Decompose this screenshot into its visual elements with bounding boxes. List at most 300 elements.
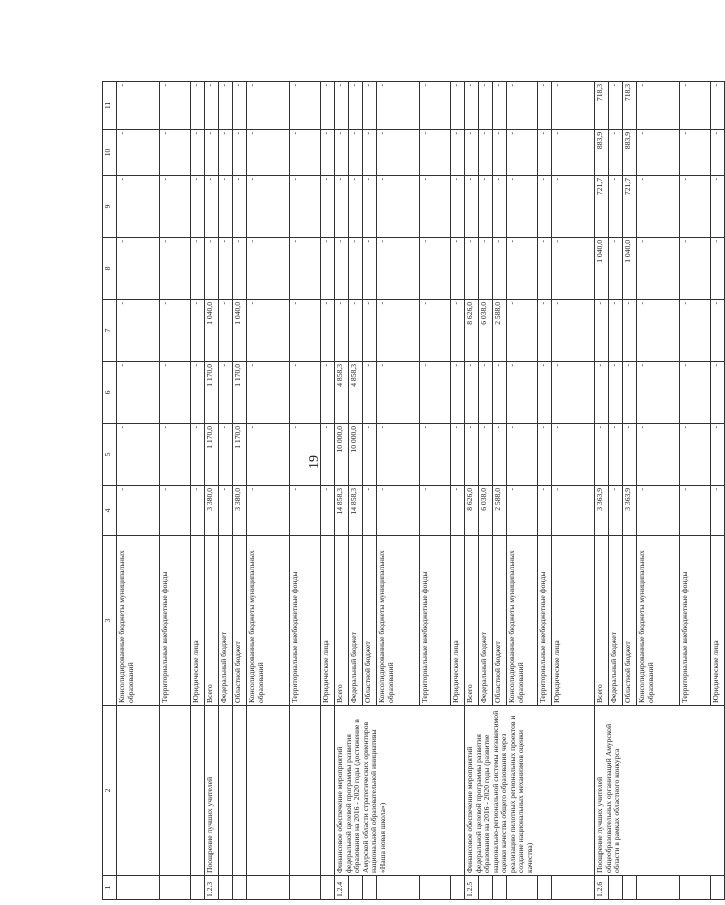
amount-cell: - [538, 130, 552, 176]
amount-cell: 2 588,0 [493, 486, 507, 536]
measure-name-cell [160, 706, 191, 876]
amount-cell: - [637, 238, 680, 300]
amount-cell: - [595, 424, 609, 486]
amount-cell: - [191, 176, 205, 238]
amount-cell: - [247, 300, 290, 362]
amount-cell: - [538, 424, 552, 486]
measure-name-cell: Поощрение лучших учителей [205, 706, 219, 876]
amount-cell: - [377, 300, 420, 362]
row-number-cell [493, 876, 507, 900]
amount-cell: - [363, 486, 377, 536]
amount-cell: - [349, 238, 363, 300]
amount-cell: - [321, 424, 335, 486]
amount-cell: 8 626,0 [465, 486, 479, 536]
header-cell: 6 [103, 362, 117, 424]
funding-source-cell: Областной бюджет [363, 536, 377, 706]
measure-name-cell [321, 706, 335, 876]
amount-cell: - [377, 424, 420, 486]
table-row [117, 82, 160, 900]
funding-source-cell: Федеральный бюджет [479, 536, 493, 706]
amount-cell: - [465, 130, 479, 176]
amount-cell: - [205, 176, 219, 238]
amount-cell: - [335, 130, 349, 176]
table-row [233, 82, 247, 900]
amount-cell: - [507, 300, 538, 362]
row-number-cell [191, 876, 205, 900]
amount-cell: - [552, 362, 595, 424]
amount-cell: - [507, 424, 538, 486]
measure-name-cell [233, 706, 247, 876]
amount-cell: - [609, 424, 623, 486]
amount-cell: - [219, 176, 233, 238]
header-cell: 11 [103, 82, 117, 130]
funding-source-cell: Консолидированные бюджеты муниципальных образований [247, 536, 290, 706]
amount-cell: - [321, 300, 335, 362]
amount-cell: - [321, 238, 335, 300]
amount-cell: - [160, 300, 191, 362]
header-cell: 7 [103, 300, 117, 362]
amount-cell: 1 040,0 [205, 300, 219, 362]
amount-cell: - [552, 82, 595, 130]
amount-cell: - [711, 486, 725, 536]
amount-cell: - [637, 176, 680, 238]
amount-cell: - [191, 424, 205, 486]
amount-cell: - [623, 424, 637, 486]
amount-cell: - [377, 486, 420, 536]
amount-cell: - [290, 300, 321, 362]
amount-cell: 10 000,0 [335, 424, 349, 486]
funding-source-cell: Территориальные внебюджетные фонды [420, 536, 451, 706]
amount-cell: - [247, 176, 290, 238]
amount-cell: - [493, 176, 507, 238]
funding-source-cell: Областной бюджет [493, 536, 507, 706]
amount-cell: - [465, 238, 479, 300]
amount-cell: - [451, 176, 465, 238]
amount-cell: 1 170,0 [205, 362, 219, 424]
funding-source-cell: Областной бюджет [623, 536, 637, 706]
amount-cell: - [191, 300, 205, 362]
amount-cell: - [377, 82, 420, 130]
amount-cell: - [451, 238, 465, 300]
amount-cell: - [219, 424, 233, 486]
funding-source-cell: Консолидированные бюджеты муниципальных образований [637, 536, 680, 706]
amount-cell: 6 038,0 [479, 300, 493, 362]
amount-cell: - [363, 300, 377, 362]
amount-cell: - [363, 176, 377, 238]
amount-cell: - [349, 300, 363, 362]
table-row [191, 82, 205, 900]
amount-cell: - [637, 362, 680, 424]
amount-cell: - [609, 486, 623, 536]
amount-cell: - [117, 176, 160, 238]
amount-cell: - [711, 82, 725, 130]
amount-cell: - [191, 82, 205, 130]
row-number-cell [363, 876, 377, 900]
amount-cell: - [552, 300, 595, 362]
row-number-cell [233, 876, 247, 900]
amount-cell: - [507, 362, 538, 424]
row-number-cell [552, 876, 595, 900]
amount-cell: - [637, 82, 680, 130]
header-cell: 2 [103, 706, 117, 876]
funding-source-cell: Всего [595, 536, 609, 706]
amount-cell: - [680, 238, 711, 300]
amount-cell: - [205, 130, 219, 176]
amount-cell: - [349, 176, 363, 238]
amount-cell: - [290, 424, 321, 486]
amount-cell: - [680, 486, 711, 536]
header-cell: 4 [103, 486, 117, 536]
amount-cell: - [609, 130, 623, 176]
table-row [335, 82, 349, 900]
amount-cell: - [160, 486, 191, 536]
row-number-cell [609, 876, 623, 900]
amount-cell: - [335, 176, 349, 238]
amount-cell: - [247, 362, 290, 424]
amount-cell: - [595, 300, 609, 362]
amount-cell: - [493, 130, 507, 176]
funding-source-cell: Территориальные внебюджетные фонды [680, 536, 711, 706]
amount-cell: - [451, 424, 465, 486]
row-number-cell [507, 876, 538, 900]
amount-cell: 3 380,0 [233, 486, 247, 536]
amount-cell: - [363, 82, 377, 130]
amount-cell: - [680, 176, 711, 238]
amount-cell: - [465, 176, 479, 238]
amount-cell: - [160, 362, 191, 424]
amount-cell: - [117, 424, 160, 486]
table-row [219, 82, 233, 900]
amount-cell: - [233, 130, 247, 176]
amount-cell: - [623, 362, 637, 424]
amount-cell: - [637, 130, 680, 176]
amount-cell: - [160, 176, 191, 238]
amount-cell: - [377, 238, 420, 300]
amount-cell: - [420, 82, 451, 130]
row-number-cell: 1.2.5 [465, 876, 479, 900]
amount-cell: - [609, 300, 623, 362]
measure-name-cell [247, 706, 290, 876]
amount-cell: - [538, 362, 552, 424]
amount-cell: - [680, 362, 711, 424]
amount-cell: - [117, 130, 160, 176]
amount-cell: - [538, 300, 552, 362]
header-cell: 8 [103, 238, 117, 300]
amount-cell: 14 858,3 [335, 486, 349, 536]
funding-source-cell: Федеральный бюджет [609, 536, 623, 706]
amount-cell: 6 038,0 [479, 486, 493, 536]
amount-cell: - [335, 82, 349, 130]
row-number-cell [377, 876, 420, 900]
measure-name-cell [117, 706, 160, 876]
row-number-cell [623, 876, 637, 900]
amount-cell: - [420, 362, 451, 424]
amount-cell: - [507, 486, 538, 536]
table-row [160, 82, 191, 900]
amount-cell: 1 170,0 [205, 424, 219, 486]
amount-cell: 3 380,0 [205, 486, 219, 536]
amount-cell: - [219, 300, 233, 362]
amount-cell: - [191, 486, 205, 536]
funding-source-cell: Юридические лица [711, 536, 725, 706]
amount-cell: - [290, 176, 321, 238]
amount-cell: - [363, 424, 377, 486]
amount-cell: - [219, 362, 233, 424]
amount-cell: - [377, 362, 420, 424]
row-number-cell [637, 876, 680, 900]
amount-cell: 1 040,0 [595, 238, 609, 300]
funding-source-cell: Консолидированные бюджеты муниципальных образований [377, 536, 420, 706]
amount-cell: - [290, 82, 321, 130]
amount-cell: - [637, 300, 680, 362]
amount-cell: - [233, 176, 247, 238]
amount-cell: - [420, 424, 451, 486]
amount-cell: - [507, 82, 538, 130]
row-number-cell [290, 876, 321, 900]
amount-cell: - [349, 82, 363, 130]
measure-name-cell [219, 706, 233, 876]
header-cell: 3 [103, 536, 117, 706]
amount-cell: - [219, 486, 233, 536]
row-number-cell: 1.2.4 [335, 876, 349, 900]
amount-cell: - [493, 82, 507, 130]
amount-cell: - [377, 130, 420, 176]
measure-name-cell [290, 706, 321, 876]
amount-cell: 2 588,0 [493, 300, 507, 362]
funding-source-cell: Юридические лица [321, 536, 335, 706]
amount-cell: - [711, 130, 725, 176]
funding-source-cell: Юридические лица [191, 536, 205, 706]
amount-cell: - [117, 362, 160, 424]
amount-cell: - [219, 238, 233, 300]
amount-cell: - [420, 238, 451, 300]
funding-source-cell: Федеральный бюджет [349, 536, 363, 706]
amount-cell: - [160, 424, 191, 486]
amount-cell: - [191, 362, 205, 424]
amount-cell: - [552, 486, 595, 536]
amount-cell: - [507, 130, 538, 176]
amount-cell: - [321, 130, 335, 176]
amount-cell: - [479, 424, 493, 486]
amount-cell: - [479, 362, 493, 424]
row-number-cell [219, 876, 233, 900]
funding-source-cell: Всего [205, 536, 219, 706]
funding-source-cell: Территориальные внебюджетные фонды [290, 536, 321, 706]
amount-cell: 3 363,9 [595, 486, 609, 536]
amount-cell: - [420, 486, 451, 536]
amount-cell: - [233, 238, 247, 300]
amount-cell: 1 040,0 [623, 238, 637, 300]
amount-cell: - [465, 424, 479, 486]
amount-cell: - [420, 130, 451, 176]
amount-cell: - [680, 300, 711, 362]
amount-cell: - [451, 82, 465, 130]
measure-name-cell: Финансовое обеспечение мероприятий федеральной целевой программы развития образования на 2016 - 2020 годы (достижение в Амурской области стратегических ориентиров национальной образовательной инициативы «Наша новая школа») [335, 706, 465, 876]
amount-cell: - [465, 82, 479, 130]
amount-cell: 4 858,3 [335, 362, 349, 424]
amount-cell: - [595, 362, 609, 424]
funding-source-cell: Территориальные внебюджетные фонды [160, 536, 191, 706]
amount-cell: - [219, 82, 233, 130]
amount-cell: - [233, 82, 247, 130]
amount-cell: - [623, 300, 637, 362]
measure-name-cell: Финансовое обеспечение мероприятий федеральной целевой программы развития образования на 2016 - 2020 годы (развитие национально-региональной системы независимой оценки качества общего образования через реализацию пилотных региональных проектов и создание национальных механизмов оценки качества) [465, 706, 595, 876]
amount-cell: - [247, 424, 290, 486]
amount-cell: - [290, 362, 321, 424]
amount-cell: - [538, 238, 552, 300]
funding-source-cell: Федеральный бюджет [219, 536, 233, 706]
amount-cell: - [680, 130, 711, 176]
amount-cell: - [479, 176, 493, 238]
measure-name-cell: Поощрение лучших учителей общеобразовательных организаций Амурской области в рамках областного конкурса [595, 706, 725, 876]
budget-table-container [102, 82, 720, 900]
funding-source-cell: Областной бюджет [233, 536, 247, 706]
amount-cell: - [247, 238, 290, 300]
table-row [247, 82, 290, 900]
amount-cell: - [637, 486, 680, 536]
amount-cell: - [191, 130, 205, 176]
amount-cell: - [538, 486, 552, 536]
row-number-cell [538, 876, 552, 900]
row-number-cell [451, 876, 465, 900]
header-cell: 5 [103, 424, 117, 486]
amount-cell: - [609, 238, 623, 300]
amount-cell: - [349, 130, 363, 176]
amount-cell: - [609, 176, 623, 238]
amount-cell: - [711, 176, 725, 238]
amount-cell: - [493, 362, 507, 424]
amount-cell: - [290, 238, 321, 300]
amount-cell: - [680, 82, 711, 130]
amount-cell: 8 626,0 [465, 300, 479, 362]
amount-cell: - [507, 176, 538, 238]
header-cell: 10 [103, 130, 117, 176]
amount-cell: - [538, 176, 552, 238]
amount-cell: - [711, 238, 725, 300]
amount-cell: - [711, 362, 725, 424]
amount-cell: - [160, 238, 191, 300]
row-number-cell [680, 876, 711, 900]
row-number-cell [349, 876, 363, 900]
amount-cell: - [451, 486, 465, 536]
amount-cell: - [363, 130, 377, 176]
amount-cell: - [552, 424, 595, 486]
amount-cell: 4 858,3 [349, 362, 363, 424]
row-number-cell: 1.2.3 [205, 876, 219, 900]
amount-cell: 1 170,0 [233, 424, 247, 486]
amount-cell: - [160, 82, 191, 130]
amount-cell: 10 000,0 [349, 424, 363, 486]
amount-cell: - [479, 238, 493, 300]
table-row [290, 82, 321, 900]
funding-source-cell: Всего [335, 536, 349, 706]
amount-cell: - [191, 238, 205, 300]
amount-cell: 718,3 [595, 82, 609, 130]
amount-cell: - [219, 130, 233, 176]
amount-cell: - [479, 82, 493, 130]
amount-cell: - [420, 176, 451, 238]
amount-cell: 883,9 [623, 130, 637, 176]
amount-cell: - [609, 362, 623, 424]
page-number: 19 [307, 455, 322, 469]
amount-cell: - [205, 82, 219, 130]
funding-source-cell: Юридические лица [552, 536, 595, 706]
amount-cell: - [538, 82, 552, 130]
header-cell: 9 [103, 176, 117, 238]
amount-cell: 3 363,9 [623, 486, 637, 536]
amount-cell: - [117, 300, 160, 362]
amount-cell: - [321, 362, 335, 424]
row-number-cell [247, 876, 290, 900]
amount-cell: 14 858,3 [349, 486, 363, 536]
table-row [595, 82, 609, 900]
amount-cell: - [552, 176, 595, 238]
amount-cell: - [637, 424, 680, 486]
amount-cell: - [247, 82, 290, 130]
amount-cell: - [335, 300, 349, 362]
amount-cell: - [117, 82, 160, 130]
amount-cell: - [160, 130, 191, 176]
amount-cell: - [507, 238, 538, 300]
row-number-cell [321, 876, 335, 900]
amount-cell: 718,3 [623, 82, 637, 130]
amount-cell: - [321, 82, 335, 130]
amount-cell: - [552, 238, 595, 300]
amount-cell: - [205, 238, 219, 300]
funding-source-cell: Консолидированные бюджеты муниципальных образований [507, 536, 538, 706]
funding-source-cell: Юридические лица [451, 536, 465, 706]
amount-cell: - [680, 424, 711, 486]
amount-cell: 721,7 [623, 176, 637, 238]
row-number-cell [160, 876, 191, 900]
amount-cell: - [451, 362, 465, 424]
row-number-cell [420, 876, 451, 900]
amount-cell: - [479, 130, 493, 176]
table-row [465, 82, 479, 900]
amount-cell: - [335, 238, 349, 300]
amount-cell: - [290, 130, 321, 176]
row-number-cell: 1.2.6 [595, 876, 609, 900]
amount-cell: - [552, 130, 595, 176]
amount-cell: - [465, 362, 479, 424]
row-number-cell [479, 876, 493, 900]
amount-cell: - [451, 300, 465, 362]
header-cell: 1 [103, 876, 117, 900]
amount-cell: - [321, 486, 335, 536]
amount-cell: 1 170,0 [233, 362, 247, 424]
amount-cell: - [377, 176, 420, 238]
amount-cell: - [247, 486, 290, 536]
row-number-cell [117, 876, 160, 900]
amount-cell: - [321, 176, 335, 238]
row-number-cell [711, 876, 725, 900]
amount-cell: - [711, 424, 725, 486]
table-header-row [103, 82, 117, 900]
table-row [205, 82, 219, 900]
amount-cell: - [117, 486, 160, 536]
amount-cell: - [609, 82, 623, 130]
amount-cell: - [290, 486, 321, 536]
amount-cell: - [451, 130, 465, 176]
amount-cell: - [493, 424, 507, 486]
funding-source-cell: Консолидированные бюджеты муниципальных образований [117, 536, 160, 706]
amount-cell: - [420, 300, 451, 362]
amount-cell: - [247, 130, 290, 176]
amount-cell: 1 040,0 [233, 300, 247, 362]
funding-source-cell: Территориальные внебюджетные фонды [538, 536, 552, 706]
funding-source-cell: Всего [465, 536, 479, 706]
amount-cell: 721,7 [595, 176, 609, 238]
